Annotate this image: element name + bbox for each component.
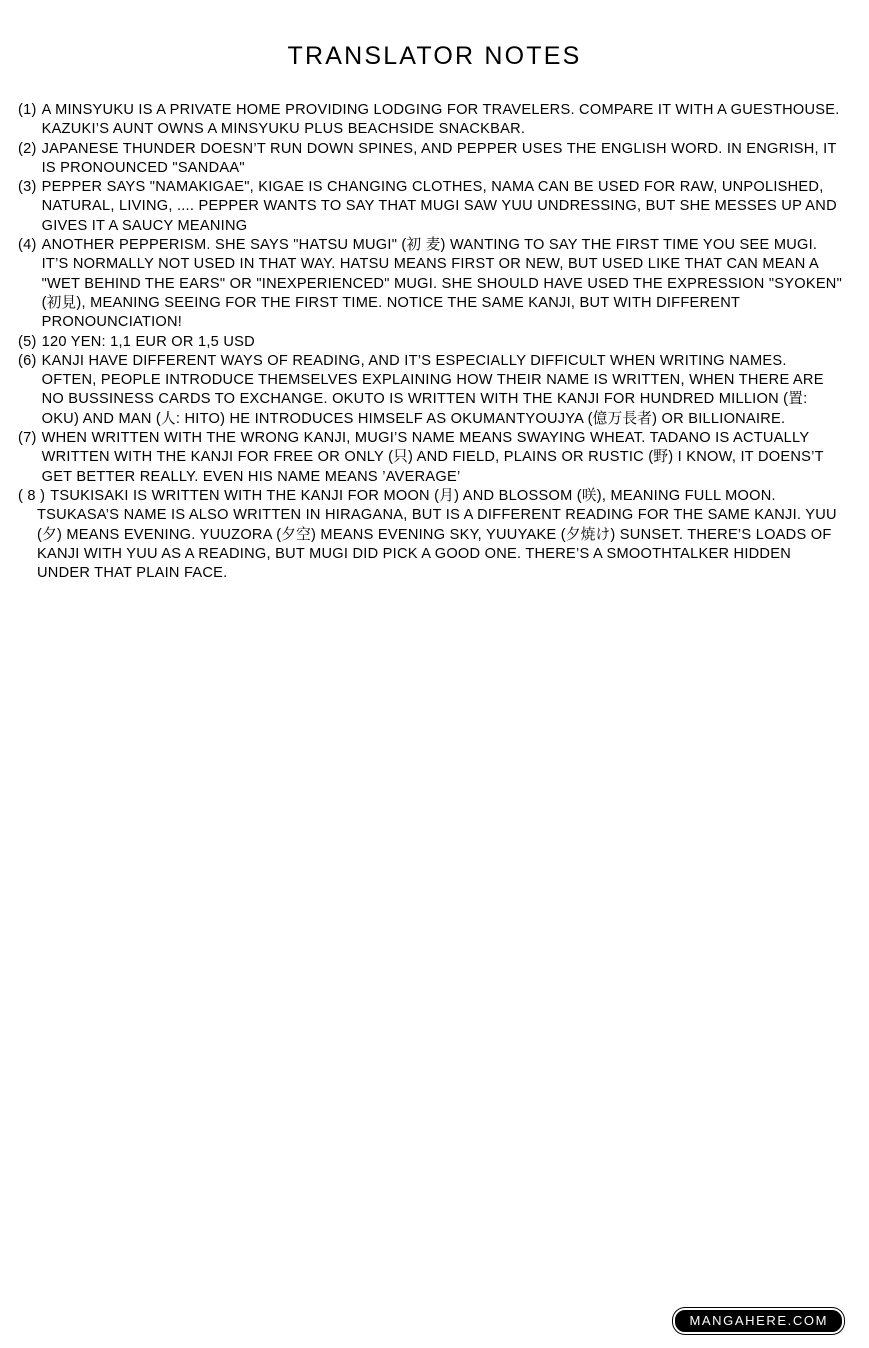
note-text: KANJI HAVE DIFFERENT WAYS OF READING, AND IT’S ESPECIALLY DIFFICULT WHEN WRITING NAMES. OFTEN, PEOPLE INTRODUCE THEMSELVES EXPLAINING HOW THEIR NAME IS WRITTEN, WHEN THERE ARE NO BUSSINESS CARDS TO EXCHANGE. OKUTO IS WRITTEN WITH THE KANJI FOR HUNDRED MILLION (置: OKU) AND MAN (人: HITO) HE INTRODUCES HIMSELF AS OKUMANTYOUJYA (億万長者) OR BILLIONAIRE. [41, 352, 824, 427]
note-item [18, 101, 845, 140]
note-text: A MINSYUKU IS A PRIVATE HOME PROVIDING LODGING FOR TRAVELERS. COMPARE IT WITH A GUESTHOUSE. KAZUKI’S AUNT OWNS A MINSYUKU PLUS BEACHSIDE SNACKBAR. [41, 102, 840, 138]
note-text: TSUKASA’S NAME IS ALSO WRITTEN IN HIRAGANA, BUT IS A DIFFERENT READING FOR THE SAME KANJI. YUU (夕) MEANS EVENING. YUUZORA (夕空) MEANS EVENING SKY, YUUYAKE (夕焼け) SUNSET. THERE’S LOADS OF KANJI WITH YUU AS A READING, BUT MUGI DID PICK A GOOD ONE. THERE’S A SMOOTHTALKER HIDDEN UNDER THAT PLAIN FACE. [37, 507, 837, 582]
note-text: JAPANESE THUNDER DOESN’T RUN DOWN SPINES, AND PEPPER USES THE ENGLISH WORD. IN ENGRISH, IT IS PRONOUNCED "SANDAA" [41, 140, 837, 176]
note-number: (5) [18, 333, 37, 350]
note-number: (4) [18, 237, 37, 254]
note-item [18, 178, 845, 236]
note-item [18, 352, 845, 429]
note-item [18, 487, 845, 506]
note-text: TSUKISAKI IS WRITTEN WITH THE KANJI FOR MOON (月) AND BLOSSOM (咲), MEANING FULL MOON. [50, 487, 776, 504]
note-text: PEPPER SAYS "NAMAKIGAE", KIGAE IS CHANGING CLOTHES, NAMA CAN BE USED FOR RAW, UNPOLISHED, NATURAL, LIVING, .... PEPPER WANTS TO SAY THAT MUGI SAW YUU UNDRESSING, BUT SHE MESSES UP AND GIVES IT A SAUCY MEANING [41, 179, 837, 234]
notes-list [0, 71, 869, 583]
note-number: ( 8 ) [18, 487, 46, 504]
note-text: WHEN WRITTEN WITH THE WRONG KANJI, MUGI’S NAME MEANS SWAYING WHEAT. TADANO IS ACTUALLY WRITTEN WITH THE KANJI FOR FREE OR ONLY (只) AND FIELD, PLAINS OR RUSTIC (野) I KNOW, IT DOENS’T GET BETTER REALLY. EVEN HIS NAME MEANS ’AVERAGE’ [41, 430, 824, 485]
note-item [18, 236, 845, 332]
note-number: (6) [18, 352, 37, 369]
watermark-badge: MANGAHERE.COM [673, 1308, 844, 1334]
note-number: (1) [18, 102, 37, 118]
note-item [18, 429, 845, 487]
note-number: (7) [18, 430, 37, 447]
note-text: ANOTHER PEPPERISM. SHE SAYS "HATSU MUGI" (初 麦) WANTING TO SAY THE FIRST TIME YOU SEE MUGI. IT’S NORMALLY NOT USED IN THAT WAY. HATSU MEANS FIRST OR NEW, BUT USED LIKE THAT CAN MEAN A "WET BEHIND THE EARS" OR "INEXPERIENCED" MUGI. SHE SHOULD HAVE USED THE EXPRESSION "SYOKEN" (初見), MEANING SEEING FOR THE FIRST TIME. NOTICE THE SAME KANJI, BUT WITH DIFFERENT PRONOUNCIATION! [41, 237, 843, 331]
note-number: (3) [18, 179, 37, 196]
note-number: (2) [18, 140, 37, 157]
note-item-continued [18, 506, 845, 583]
page-title: TRANSLATOR NOTES [287, 42, 582, 70]
note-item [18, 333, 845, 352]
note-text: 120 YEN: 1,1 EUR OR 1,5 USD [41, 333, 255, 350]
note-item [18, 140, 845, 179]
